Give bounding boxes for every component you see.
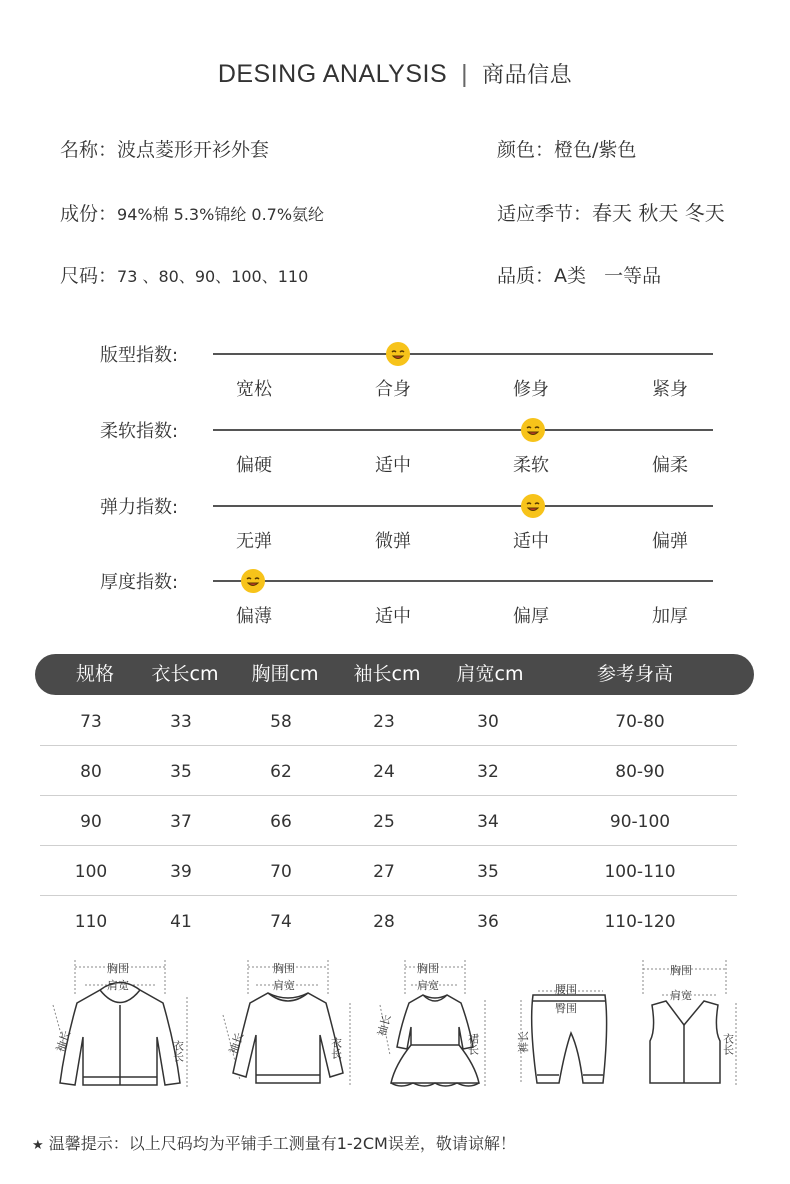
index-option: 加厚 xyxy=(652,606,688,627)
index-scale-line xyxy=(213,580,713,582)
index-option: 适中 xyxy=(375,455,411,476)
footer-note-text: 温馨提示：以上尺码均为平铺手工测量有1-2CM误差，敬请谅解！ xyxy=(48,1134,516,1153)
smiley-icon xyxy=(521,418,545,442)
color-label: 颜色： xyxy=(497,139,555,161)
pants-waist-label: 腰围 xyxy=(555,983,577,996)
table-cell: 35 xyxy=(170,762,192,782)
table-cell: 100-110 xyxy=(604,862,676,882)
table-cell: 90 xyxy=(80,812,102,832)
table-cell: 110 xyxy=(74,912,108,932)
season-label: 适应季节： xyxy=(497,203,593,225)
table-row-divider xyxy=(40,745,737,746)
table-row-divider xyxy=(40,845,737,846)
info-composition xyxy=(60,199,324,226)
table-cell: 37 xyxy=(170,812,192,832)
table-cell: 58 xyxy=(270,712,292,732)
table-cell: 23 xyxy=(373,712,395,732)
table-cell: 110-120 xyxy=(604,912,676,932)
index-option: 偏柔 xyxy=(652,455,688,476)
index-option: 合身 xyxy=(375,379,411,400)
th-chest: 胸围cm xyxy=(251,663,319,685)
table-row-divider xyxy=(40,795,737,796)
size-label: 尺码： xyxy=(60,265,118,287)
table-cell: 90-100 xyxy=(609,812,671,832)
th-height: 参考身高 xyxy=(596,663,673,685)
page-title xyxy=(0,58,790,89)
composition-label: 成份： xyxy=(60,203,118,225)
smiley-icon xyxy=(241,569,265,593)
table-cell: 24 xyxy=(373,762,395,782)
index-option: 柔软 xyxy=(513,455,549,476)
dress-shoulder-label: 肩宽 xyxy=(417,979,439,992)
season-value: 春天 秋天 冬天 xyxy=(592,201,725,225)
index-scale-line xyxy=(213,353,713,355)
name-value: 波点菱形开衫外套 xyxy=(117,139,270,161)
vest-length-label: 衣长 xyxy=(721,1033,735,1055)
sweater-length-label: 衣长 xyxy=(329,1037,343,1059)
sweater-sleeve-label: 袖长 xyxy=(226,1030,247,1057)
index-label: 厚度指数: xyxy=(100,572,179,593)
index-option: 偏薄 xyxy=(236,606,272,627)
dress-chest-label: 胸围 xyxy=(417,962,439,975)
table-cell: 30 xyxy=(477,712,499,732)
index-option: 适中 xyxy=(375,606,411,627)
table-cell: 66 xyxy=(270,812,292,832)
th-sleeve: 袖长cm xyxy=(353,663,421,685)
dress-diagram xyxy=(375,955,495,1095)
table-cell: 73 xyxy=(80,712,102,732)
info-quality xyxy=(497,261,661,288)
name-label: 名称： xyxy=(60,139,118,161)
hoodie-length-label: 衣长 xyxy=(171,1040,185,1062)
sweater-diagram xyxy=(218,955,358,1095)
info-name xyxy=(60,135,269,162)
vest-chest-label: 胸围 xyxy=(670,964,692,977)
quality-value: A类 一等品 xyxy=(554,265,662,287)
table-cell: 100 xyxy=(74,862,108,882)
size-value: 73 、80、90、100、110 xyxy=(117,267,309,286)
vest-shoulder-label: 肩宽 xyxy=(670,989,692,1002)
sweater-shoulder-label: 肩宽 xyxy=(273,979,295,992)
color-value: 橙色/紫色 xyxy=(554,139,637,161)
th-shoulder: 肩宽cm xyxy=(456,663,524,685)
table-cell: 36 xyxy=(477,912,499,932)
dress-length-label: 裙长 xyxy=(466,1033,480,1055)
table-row-divider xyxy=(40,895,737,896)
smiley-icon xyxy=(521,494,545,518)
dress-sleeve-label: 袖长 xyxy=(375,1013,394,1038)
hoodie-diagram xyxy=(45,955,195,1095)
quality-label: 品质： xyxy=(497,265,555,287)
th-length: 衣长cm xyxy=(151,663,219,685)
info-color xyxy=(497,135,636,162)
table-cell: 41 xyxy=(170,912,192,932)
table-cell: 25 xyxy=(373,812,395,832)
composition-value: 94%棉 5.3%锦纶 0.7%氨纶 xyxy=(117,205,325,224)
footer-note xyxy=(32,1131,516,1154)
info-season xyxy=(497,197,725,226)
index-option: 宽松 xyxy=(236,379,272,400)
vest-diagram xyxy=(638,955,748,1095)
index-option: 偏厚 xyxy=(513,606,549,627)
index-label: 版型指数: xyxy=(100,345,179,366)
index-option: 适中 xyxy=(513,531,549,552)
table-cell: 33 xyxy=(170,712,192,732)
index-scale-line xyxy=(213,429,713,431)
pants-length-label: 裤长 xyxy=(517,1031,530,1053)
table-cell: 35 xyxy=(477,862,499,882)
smiley-icon xyxy=(386,342,410,366)
index-option: 紧身 xyxy=(652,379,688,400)
pants-diagram xyxy=(513,955,623,1095)
pants-hip-label: 臀围 xyxy=(555,1002,577,1015)
table-cell: 74 xyxy=(270,912,292,932)
table-cell: 80 xyxy=(80,762,102,782)
index-scale-line xyxy=(213,505,713,507)
index-option: 无弹 xyxy=(236,531,272,552)
title-en: DESING ANALYSIS xyxy=(217,60,448,88)
index-label: 弹力指数: xyxy=(100,497,179,518)
table-cell: 28 xyxy=(373,912,395,932)
index-option: 修身 xyxy=(513,379,549,400)
table-cell: 62 xyxy=(270,762,292,782)
table-cell: 80-90 xyxy=(615,762,665,782)
index-label: 柔软指数: xyxy=(100,421,179,442)
size-table-header xyxy=(35,654,754,695)
hoodie-sleeve-label: 袖长 xyxy=(53,1028,74,1055)
index-option: 偏硬 xyxy=(236,455,272,476)
table-cell: 39 xyxy=(170,862,192,882)
table-cell: 27 xyxy=(373,862,395,882)
table-cell: 34 xyxy=(477,812,499,832)
table-cell: 70 xyxy=(270,862,292,882)
star-icon: ★ xyxy=(32,1138,44,1153)
title-separator: | xyxy=(461,60,469,88)
index-option: 微弹 xyxy=(375,531,411,552)
th-size: 规格 xyxy=(75,663,114,685)
table-cell: 32 xyxy=(477,762,499,782)
hoodie-chest-label: 胸围 xyxy=(107,962,129,975)
index-option: 偏弹 xyxy=(652,531,688,552)
table-cell: 70-80 xyxy=(615,712,665,732)
title-cn: 商品信息 xyxy=(482,63,573,88)
sweater-chest-label: 胸围 xyxy=(273,962,295,975)
info-size xyxy=(60,261,308,288)
hoodie-shoulder-label: 肩宽 xyxy=(107,979,129,992)
